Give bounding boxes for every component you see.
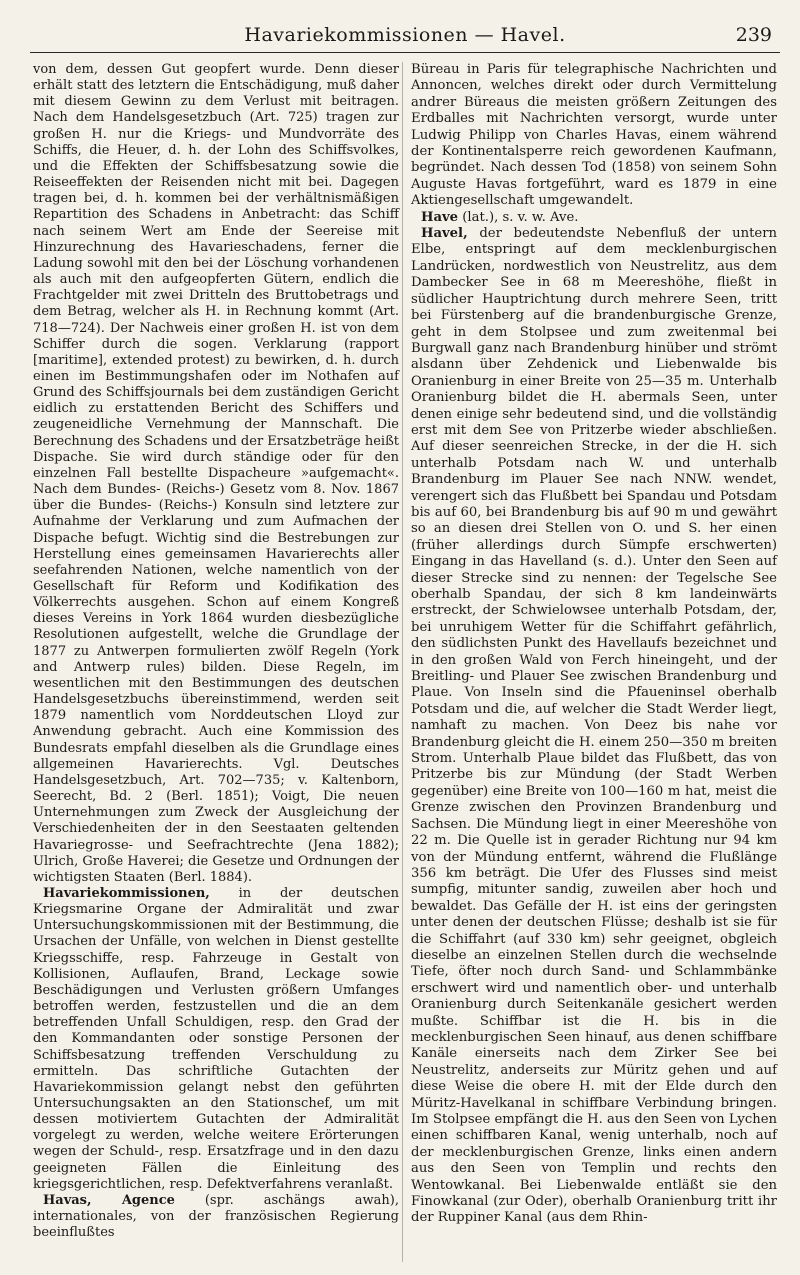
paragraph-text: von dem, dessen Gut geopfert wurde. Denn dieser erhält statt des letztern die Entschädigung, muß daher mit diesem Gewinn zu dem Verlust mit beitragen. Nach dem Handelsgesetzbuch (Art. 725) tragen zur großen H. nur die Kriegs- und Mundvorräte des Schiffs, die Heuer, d. h. der Lohn des Schiffsvolkes, und die Effekten der Schiffsbesatzung sowie die Reiseeffekten der Reisenden nicht mit bei. Dagegen tragen bei, d. h. kommen bei der verhältnismäßigen Repartition des Schadens in Anbetracht: das Schiff nach seinem Wert am Ende der Seereise mit Hinzurechnung des Havarieschadens, ferner die Ladung sowohl mit den bei der Löschung vorhandenen als auch mit den aufgeopferten Gütern, endlich die Frachtgelder mit zwei Dritteln des Bruttobetrags und dem Betrag, welcher als H. in Rechnung kommt (Art. 718—724). Der Nachweis einer großen H. ist von dem Schiffer durch die sogen. Verklarung (rapport [maritime], extended protest) zu bewirken, d. h. durch einen im Bestimmungshafen oder im Nothafen auf Grund des Schiffsjournals bei dem zuständigen Gericht eidlich zu erstattenden Bericht des Schiffers und zeugeneidliche Vernehmung der Mannschaft. Die Berechnung des Schadens und der Ersatzbeträge heißt Dispache. Sie wird durch ständige oder für den einzelnen Fall bestellte Dispacheure »aufgemacht«. Nach dem Bundes- (Reichs-) Gesetz vom 8. Nov. 1867 über die Bundes- (Reichs-) Konsuln sind letztere zur Aufnahme der Verklarung und zum Aufmachen der Dispache befugt. Wichtig sind die Bestrebungen zur Herstellung eines gemeinsamen Havarierechts aller seefahrenden Nationen, welche namentlich von der Gesellschaft für Reform und Kodifikation des Völkerrechts ausgehen. Schon auf einem Kongreß dieses Vereins in York 1864 wurden diesbezügliche Resolutionen aufgestellt, welche die Grundlage der 1877 zu Antwerpen formulierten zwölf Regeln (York and Antwerp rules) bilden. Diese Regeln, im wesentlichen mit den Bestimmungen des deutschen Handelsgesetzbuchs übereinstimmend, werden seit 1879 namentlich vom Norddeutschen Lloyd zur Anwendung gebracht. Auch eine Kommission des Bundesrats empfahl dieselben als die Grundlage eines allgemeinen Havarierechts. Vgl. Deutsches Handelsgesetzbuch, Art. 702—735; v. Kaltenborn, Seerecht, Bd. 2 (Berl. 1851); Voigt, Die neuen Unternehmungen zum Zweck der Ausgleichung der Verschiedenheiten der in den Seestaaten geltenden Havariegrosse- und Seefrachtrechte (Jena 1882); Ulrich, Große Haverei; die Gesetze und Ordnungen der wichtigsten Staaten (Berl. 1884).: [33, 62, 399, 885]
article-havariekommissionen: [33, 886, 399, 1193]
article-havel: [411, 226, 777, 1227]
headword: Have: [421, 209, 459, 225]
right-column: [411, 62, 777, 1227]
article-havas: [33, 1193, 399, 1241]
headword: Havas, Agence: [43, 1192, 175, 1208]
paragraph-text: in der deutschen Kriegsmarine Organe der Admiralität und zwar Untersuchungskommissionen mit der Bestimmung, die Ursachen der Unfälle, von welchen in Dienst gestellte Kriegsschiffe, resp. Fahrzeuge in Gestalt von Kollisionen, Auflaufen, Brand, Leckage sowie Beschädigungen und Verlusten größern Umfanges betroffen werden, festzustellen und die an dem betreffenden Unfall Schuldigen, resp. den Grad der den Kommandanten oder sonstige Personen der Schiffsbesatzung treffenden Verschuldung zu ermitteln. Das schriftliche Gutachten der Havariekommission gelangt nebst den geführten Untersuchungsakten an den Stationschef, um mit dessen motiviertem Gutachten der Admiralität vorgelegt zu werden, welche weitere Erörterungen wegen der Schuld-, resp. Ersatzfrage und in den dazu geeigneten Fällen die Einleitung des kriegsgerichtlichen, resp. Defektverfahrens veranlaßt.: [33, 885, 399, 1192]
article-havas-continued: [411, 62, 777, 210]
paragraph-text: Büreau in Paris für telegraphische Nachrichten und Annoncen, welches direkt oder durch Vermittelung andrer Büreaus die meisten größern Zeitungen des Erdballes mit Nachrichten versorgt, wurde unter Ludwig Philipp von Charles Havas, einem während der Kontinentalsperre reich gewordenen Kaufmann, begründet. Nach dessen Tod (1858) von seinem Sohn Auguste Havas fortgeführt, ward es 1879 in eine Aktiengesellschaft umgewandelt.: [411, 62, 777, 209]
left-column: [33, 62, 399, 1241]
paragraph-text: der bedeutendste Nebenfluß der untern Elbe, entspringt auf dem mecklenburgischen Landrücken, nordwestlich von Neustrelitz, aus dem Dambecker See in 68 m Meereshöhe, fließt in südlicher Hauptrichtung durch mehrere Seen, tritt bei Fürstenberg auf die brandenburgische Grenze, geht in dem Stolpsee und zum zweitenmal bei Burgwall ganz nach Brandenburg hinüber und strömt alsdann über Zehdenick und Liebenwalde bis Oranienburg in einer Breite von 25—35 m. Unterhalb Oranienburg bildet die H. abermals Seen, unter denen einige sehr bedeutend sind, und die vollständig erst mit dem See von Pritzerbe wieder abschließen. Auf dieser seenreichen Strecke, in der die H. sich unterhalb Potsdam nach W. und unterhalb Brandenburg im Plauer See nach NNW. wendet, verengert sich das Flußbett bei Spandau und Potsdam bis auf 60, bei Brandenburg bis auf 90 m und gewährt so an diesen drei Stellen von O. und S. her einen (früher allerdings durch Sümpfe erschwerten) Eingang in das Havelland (s. d.). Unter den Seen auf dieser Strecke sind zu nennen: der Tegelsche See oberhalb Spandau, der sich 8 km landeinwärts erstreckt, der Schwielowsee unterhalb Potsdam, der, bei unruhigem Wetter für die Schiffahrt gefährlich, den südlichsten Punkt des Havellaufs bezeichnet und in den großen Wald von Ferch hineingeht, und der Breitling- und Plauer See zwischen Brandenburg und Plaue. Von Inseln sind die Pfaueninsel oberhalb Potsdam und die, auf welcher die Stadt Werder liegt, namhaft zu machen. Von Deez bis nahe vor Brandenburg gleicht die H. einem 250—350 m breiten Strom. Unterhalb Plaue bildet das Flußbett, das von Pritzerbe bis zur Mündung (der Stadt Werben gegenüber) eine Breite von 100—160 m hat, meist die Grenze zwischen den Provinzen Brandenburg und Sachsen. Die Mündung liegt in einer Meereshöhe von 22 m. Die Quelle ist in gerader Richtung nur 94 km von der Mündung entfernt, während die Flußlänge 356 km beträgt. Die Ufer des Flusses sind meist sumpfig, mitunter sandig, zuweilen aber hoch und bewaldet. Das Gefälle der H. ist eins der geringsten unter denen der deutschen Flüsse; deshalb ist sie für die Schiffahrt (auf 330 km) sehr geeignet, obgleich dieselbe an einzelnen Stellen durch die wechselnde Tiefe, öfter noch durch Sand- und Schlammbänke erschwert wird und namentlich ober- und unterhalb Oranienburg durch Seitenkanäle gesichert werden mußte. Schiffbar ist die H. bis in die mecklenburgischen Seen hinauf, aus denen schiffbare Kanäle einerseits nach dem Zirker See bei Neustrelitz, anderseits zur Müritz gehen und auf diese Weise die obere H. mit der Elde durch den Müritz-Havelkanal in schiffbare Verbindung bringen. Im Stolpsee empfängt die H. aus den Seen von Lychen einen schiffbaren Kanal, wenig unterhalb, noch auf der mecklenburgischen Grenze, links einen andern aus den Seen von Templin und rechts den Wentowkanal. Bei Liebenwalde entläßt sie den Finowkanal (zur Oder), oberhalb Oranienburg tritt ihr der Ruppiner Kanal (aus dem Rhin-: [411, 226, 777, 1226]
article-havarie-continued: [33, 62, 399, 886]
page-number: 239: [735, 24, 772, 46]
headword: Havel,: [421, 226, 468, 242]
paragraph-text: (spr. aschängs awah), internationales, von der französischen Regierung beeinflußtes: [33, 1192, 400, 1241]
column-divider: [402, 62, 403, 1262]
headword: Havariekommissionen,: [43, 885, 210, 901]
page-header: [30, 18, 780, 53]
paragraph-text: (lat.), s. v. w. Ave.: [458, 209, 579, 225]
article-have: [411, 210, 777, 226]
running-title: Havariekommissionen — Havel.: [244, 24, 566, 46]
